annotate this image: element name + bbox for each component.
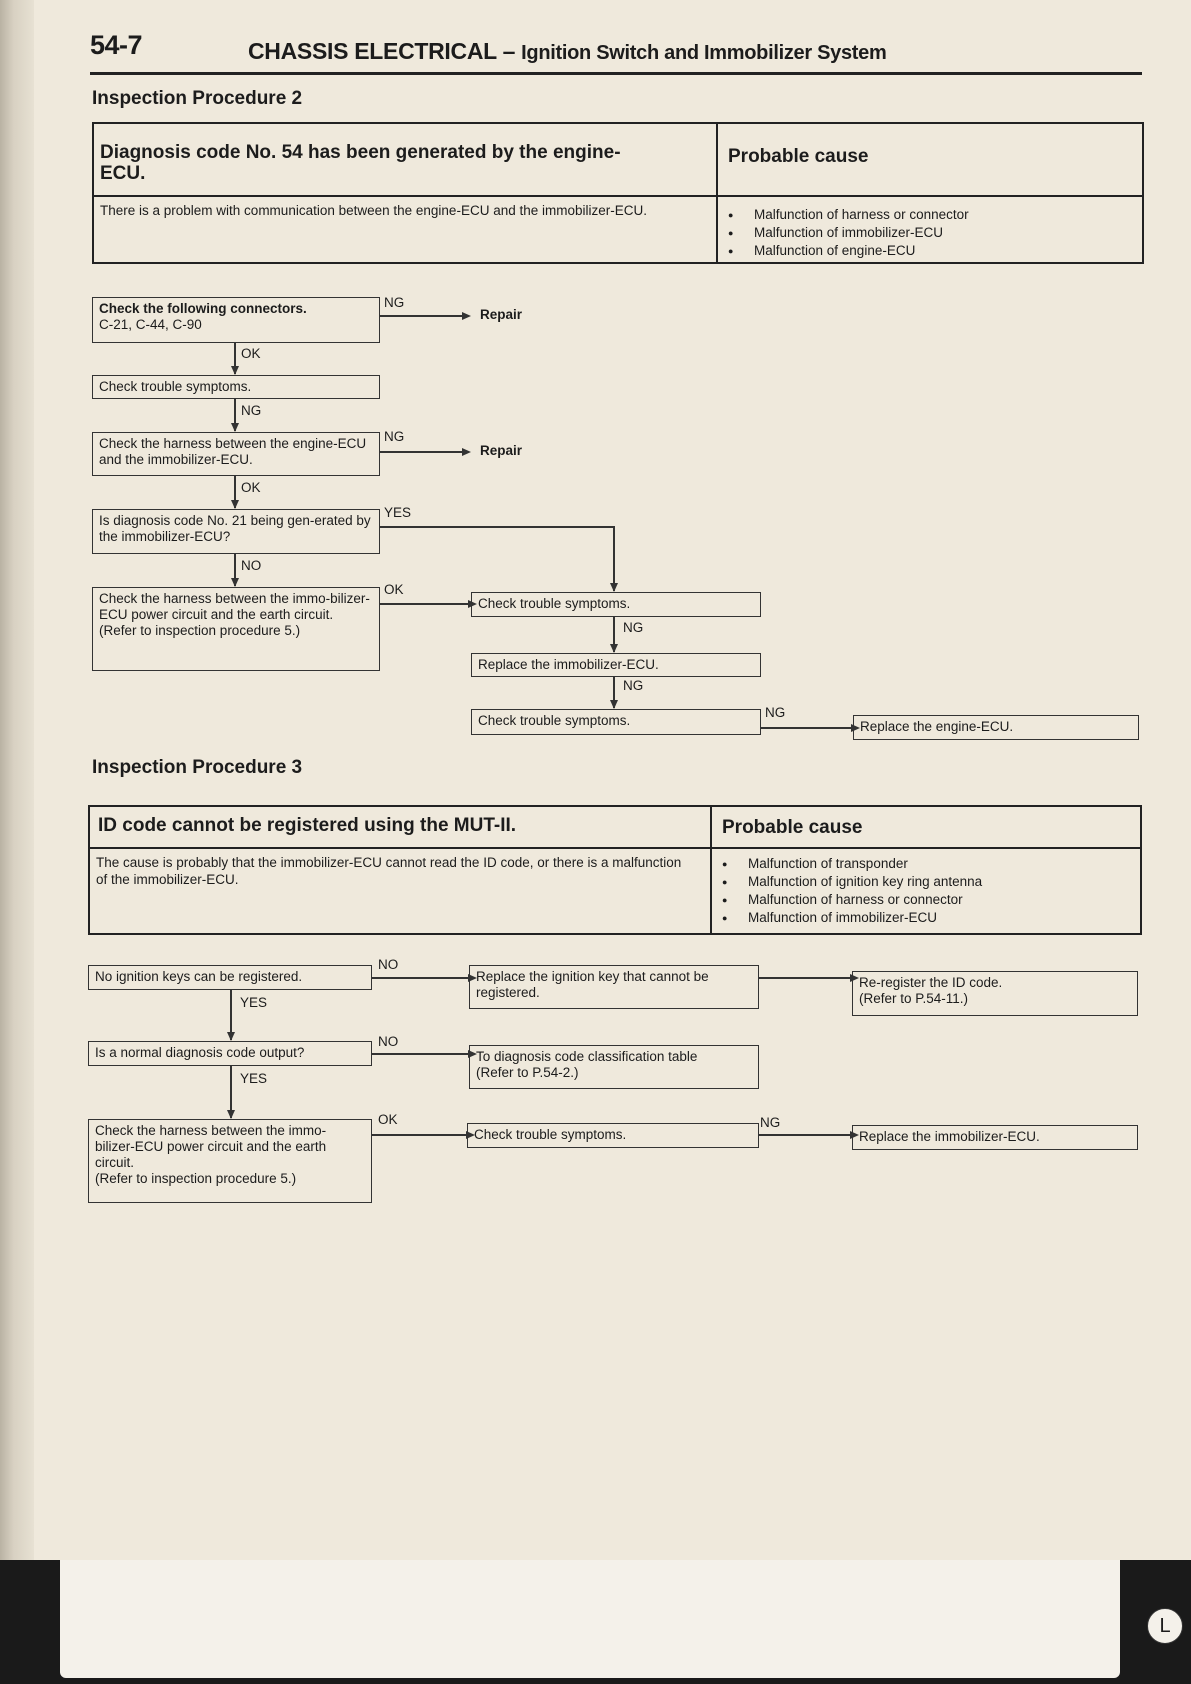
arrow-right-icon — [462, 312, 471, 320]
flow-box-replace-ignition-key: Replace the ignition key that cannot be registered. — [469, 965, 759, 1009]
procedure-2-symptom-title: Diagnosis code No. 54 has been generated by the engine-ECU. — [100, 142, 621, 184]
connector-line — [372, 977, 470, 979]
connector-line — [380, 603, 470, 605]
connector-line — [759, 1134, 852, 1136]
branch-label-ok: OK — [378, 1112, 398, 1127]
procedure-3-symptom-title: ID code cannot be registered using the MUT-II. — [98, 815, 517, 836]
flow-box-text: C-21, C-44, C-90 — [99, 317, 202, 332]
flow-box-replace-immobilizer-ecu: Replace the immobilizer-ECU. — [471, 653, 761, 677]
arrow-right-icon — [462, 448, 471, 456]
arrow-down-icon — [610, 583, 618, 592]
flow-box-diagnosis-code-table: To diagnosis code classification table (Refer to P.54-2.) — [469, 1045, 759, 1089]
flow-box-replace-engine-ecu: Replace the engine-ECU. — [853, 715, 1139, 740]
procedure-3-cause-header: Probable cause — [722, 817, 863, 838]
branch-label-ng: NG — [384, 295, 405, 310]
connector-line — [759, 977, 852, 979]
flow-box-check-symptoms: Check trouble symptoms. — [471, 709, 761, 735]
procedure-3-description: The cause is probably that the immobilizer-ECU cannot read the ID code, or there is a malfunction of the immobilizer-ECU. — [96, 855, 682, 887]
connector-line — [372, 1053, 470, 1055]
branch-label-ng: NG — [623, 678, 644, 693]
arrow-down-icon — [227, 1110, 235, 1119]
flow-box-normal-diagnosis-code: Is a normal diagnosis code output? — [88, 1041, 372, 1066]
branch-label-no: NO — [241, 558, 262, 573]
table-divider — [90, 847, 1140, 849]
flow-box-diagnosis-code-21: Is diagnosis code No. 21 being gen-erated by the immobilizer-ECU? — [92, 509, 380, 554]
flow-box-check-symptoms: Check trouble symptoms. — [471, 592, 761, 617]
flow-box-check-symptoms: Check trouble symptoms. — [467, 1123, 759, 1148]
cause-item: ● Malfunction of engine-ECU — [728, 242, 969, 260]
flow-box-replace-immobilizer-ecu: Replace the immobilizer-ECU. — [852, 1125, 1138, 1150]
table-divider — [94, 195, 1142, 197]
procedure-2-heading: Inspection Procedure 2 — [92, 88, 303, 109]
flow-box-check-power-circuit: Check the harness between the immo-bilizer-ECU power circuit and the earth circuit. (Refer to inspection procedure 5.) — [88, 1119, 372, 1203]
branch-label-ng: NG — [623, 620, 644, 635]
flow-box-text: Check the following connectors. — [99, 301, 307, 316]
table-divider — [710, 807, 712, 933]
scan-bottom-paper — [60, 1560, 1120, 1678]
arrow-down-icon — [231, 423, 239, 432]
page-number: 54-7 — [90, 30, 143, 60]
arrow-down-icon — [610, 644, 618, 653]
branch-label-ng: NG — [384, 429, 405, 444]
branch-label-ng: NG — [760, 1115, 781, 1130]
procedure-3-cause-list — [722, 855, 982, 927]
procedure-2-cause-header: Probable cause — [728, 146, 869, 167]
cause-item: ● Malfunction of immobilizer-ECU — [728, 224, 969, 242]
cause-item: ● Malfunction of ignition key ring antenna — [722, 873, 982, 891]
procedure-3-table — [88, 805, 1142, 935]
flow-box-no-keys-registered: No ignition keys can be registered. — [88, 965, 372, 990]
branch-label-ng: NG — [765, 705, 786, 720]
procedure-3-heading: Inspection Procedure 3 — [92, 757, 303, 778]
cause-item: ● Malfunction of harness or connector — [728, 206, 969, 224]
repair-label: Repair — [480, 443, 523, 458]
table-divider — [716, 124, 718, 262]
title-rule — [90, 72, 1142, 75]
page-title — [248, 38, 886, 65]
repair-label: Repair — [480, 307, 523, 322]
branch-label-no: NO — [378, 1034, 399, 1049]
arrow-down-icon — [231, 366, 239, 375]
branch-label-no: NO — [378, 957, 399, 972]
arrow-down-icon — [610, 700, 618, 709]
arrow-down-icon — [231, 500, 239, 509]
connector-line — [372, 1134, 468, 1136]
flow-box-reregister-id-code: Re-register the ID code. (Refer to P.54-11.) — [852, 971, 1138, 1016]
arrow-down-icon — [231, 578, 239, 587]
branch-label-ok: OK — [241, 346, 261, 361]
connector-line — [380, 451, 462, 453]
section-tab-marker: L — [1147, 1608, 1183, 1644]
branch-label-yes: YES — [384, 505, 412, 520]
connector-line — [761, 727, 853, 729]
branch-label-yes: YES — [240, 1071, 268, 1086]
branch-label-ng: NG — [241, 403, 262, 418]
page-title-sub: Ignition Switch and Immobilizer System — [521, 42, 887, 64]
connector-line — [380, 526, 614, 528]
connector-line — [613, 526, 615, 591]
branch-label-yes: YES — [240, 995, 268, 1010]
arrow-down-icon — [227, 1032, 235, 1041]
branch-label-ok: OK — [384, 582, 404, 597]
cause-item: ● Malfunction of harness or connector — [722, 891, 982, 909]
flow-box-check-connectors — [92, 297, 380, 343]
branch-label-ok: OK — [241, 480, 261, 495]
cause-item: ● Malfunction of immobilizer-ECU — [722, 909, 982, 927]
page-binding-edge — [0, 0, 34, 1684]
cause-item: ● Malfunction of transponder — [722, 855, 982, 873]
procedure-2-table — [92, 122, 1144, 264]
flow-box-check-power-circuit: Check the harness between the immo-bilizer-ECU power circuit and the earth circuit. (Refer to inspection procedure 5.) — [92, 587, 380, 671]
page-title-main: CHASSIS ELECTRICAL – — [248, 38, 522, 64]
procedure-2-cause-list — [728, 206, 969, 260]
procedure-2-description: There is a problem with communication between the engine-ECU and the immobilizer-ECU. — [100, 203, 647, 218]
connector-line — [380, 315, 462, 317]
flow-box-check-symptoms: Check trouble symptoms. — [92, 375, 380, 399]
flow-box-check-harness-engine-ecu: Check the harness between the engine-ECU and the immobilizer-ECU. — [92, 432, 380, 476]
